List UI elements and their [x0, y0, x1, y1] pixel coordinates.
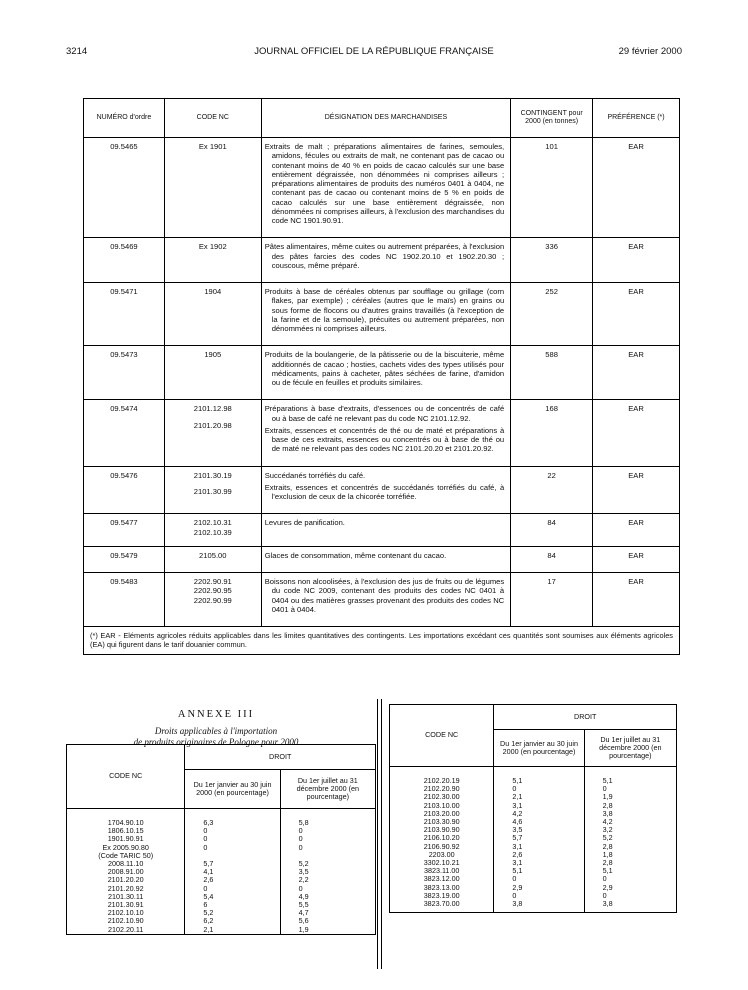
duty-period1: 4,2	[494, 810, 584, 818]
duty-period2: 2,9	[584, 884, 676, 892]
col-header-period2-right: Du 1er juillet au 31 décembre 2000 (en pourcentage)	[584, 730, 676, 767]
duty-period1: 2,6	[494, 851, 584, 859]
duty-period1: 5,7	[494, 834, 584, 842]
duty-period2: 0	[280, 835, 375, 843]
nc-code: 2102.10.39	[193, 527, 232, 537]
table-row	[390, 767, 677, 786]
row-description	[261, 466, 510, 514]
row-quota: 168	[511, 400, 593, 466]
table-row	[67, 926, 376, 935]
duty-period2: 0	[584, 785, 676, 793]
duty-period2: 0	[584, 892, 676, 900]
duty-period2: 0	[280, 885, 375, 893]
nc-code: 1901.90.91	[67, 835, 185, 843]
nc-code: (Code TARIC 50)	[67, 852, 185, 860]
row-quota: 84	[511, 546, 593, 572]
duty-period2: 5,1	[584, 867, 676, 875]
nc-code: Ex 2005.90.80	[67, 844, 185, 852]
table-row	[390, 900, 677, 908]
table-row	[84, 573, 680, 627]
row-quota: 588	[511, 346, 593, 400]
duty-table-left	[66, 744, 376, 935]
duty-period1: 0	[494, 875, 584, 883]
description-text: Produits de la boulangerie, de la pâtisserie ou de la biscuiterie, même additionnés de cacao ; hosties, cachets vides des types utilisés pour médicaments, pains à cacheter, pâtes séchées de farine, d'amidon ou de fécule en feuilles et produits similaires.	[264, 350, 505, 387]
table-row	[84, 514, 680, 547]
duty-period2: 4,2	[584, 818, 676, 826]
nc-code: 2101.30.91	[67, 901, 185, 909]
row-number: 09.5469	[84, 238, 165, 283]
duty-period1: 3,1	[494, 802, 584, 810]
duty-period2: 1,9	[584, 793, 676, 801]
nc-code: 2202.90.99	[193, 595, 232, 605]
row-description	[261, 283, 510, 346]
row-code	[164, 546, 261, 572]
annex-subtitle-line1: Droits applicables à l'importation	[154, 726, 278, 736]
row-quota: 101	[511, 138, 593, 238]
nc-code: 2202.90.91	[193, 577, 232, 586]
duty-period2: 0	[280, 827, 375, 835]
nc-code: 2101.20.20	[67, 876, 185, 884]
description-text: Préparations à base d'extraits, d'essences ou de concentrés de café ou à base de café ne relevant pas du code NC 2101.12.92.	[264, 404, 505, 423]
nc-code: 2101.30.11	[67, 893, 185, 901]
col-header-period1-left: Du 1er janvier au 30 juin 2000 (en pourcentage)	[185, 770, 280, 809]
row-number: 09.5474	[84, 400, 165, 466]
duty-period1: 2,1	[494, 793, 584, 801]
row-description	[261, 346, 510, 400]
duty-period2	[280, 852, 375, 860]
nc-code: 2106.10.20	[390, 834, 494, 842]
row-number: 09.5473	[84, 346, 165, 400]
duty-period1: 4,1	[185, 868, 280, 876]
duty-period1: 0	[494, 785, 584, 793]
col-header-droit-left: DROIT	[185, 745, 376, 770]
row-number: 09.5483	[84, 573, 165, 627]
nc-code: 2203.00	[390, 851, 494, 859]
duty-period1: 4,6	[494, 818, 584, 826]
col-header-period1-right: Du 1er janvier au 30 juin 2000 (en pourcentage)	[494, 730, 584, 767]
row-code	[164, 283, 261, 346]
nc-code: 2102.10.10	[67, 909, 185, 917]
row-code	[164, 514, 261, 547]
nc-code: 1905	[204, 350, 222, 360]
col-header-contingent: CONTINGENT pour 2000 (en tonnes)	[511, 99, 593, 138]
table-row-spacer	[390, 908, 677, 913]
table-row	[84, 138, 680, 238]
duty-period2: 1,8	[584, 851, 676, 859]
description-text: Pâtes alimentaires, même cuites ou autrement préparées, à l'exclusion des pâtes farcies des codes NC 1902.20.10 et 1902.20.30 ; couscous, même préparé.	[264, 242, 505, 270]
duty-period2: 5,8	[280, 809, 375, 828]
duty-period1: 6,2	[185, 917, 280, 925]
quota-table-body	[84, 138, 680, 627]
row-preference: EAR	[593, 238, 680, 283]
duty-period1: 3,1	[494, 859, 584, 867]
table-row	[84, 238, 680, 283]
row-code	[164, 573, 261, 627]
duty-period2: 2,8	[584, 859, 676, 867]
row-code	[164, 346, 261, 400]
row-preference: EAR	[593, 400, 680, 466]
duty-table-right-body	[390, 767, 677, 913]
table-row	[84, 346, 680, 400]
nc-code: 2103.10.00	[390, 802, 494, 810]
duty-period1: 5,2	[185, 909, 280, 917]
description-text: Produits à base de céréales obtenus par soufflage ou grillage (corn flakes, par exemple) ; céréales (autres que le maïs) en grains ou sous forme de flocons ou d'autres grains travaillés (à l'exception de la farine et de la semoule), précuites ou autrement préparées, non dénommées ni comprises ailleurs.	[264, 287, 505, 333]
row-description	[261, 138, 510, 238]
row-description	[261, 400, 510, 466]
duty-period2: 0	[280, 844, 375, 852]
description-text: Succédanés torréfiés du café.	[264, 470, 366, 480]
duty-period1: 5,1	[494, 767, 584, 786]
row-quota: 22	[511, 466, 593, 514]
row-code	[164, 238, 261, 283]
nc-code: 2103.30.90	[390, 818, 494, 826]
row-description	[261, 514, 510, 547]
duty-period2: 3,2	[584, 826, 676, 834]
col-header-code-right: CODE NC	[390, 705, 494, 767]
nc-code: 2008.91.00	[67, 868, 185, 876]
nc-code: 2101.30.19	[193, 470, 232, 480]
spacer-cell	[390, 908, 494, 913]
duty-table-left-body	[67, 809, 376, 935]
table-row	[84, 283, 680, 346]
duty-period1: 3,1	[494, 843, 584, 851]
nc-code: 2103.20.00	[390, 810, 494, 818]
duty-period2: 5,1	[584, 767, 676, 786]
row-code	[164, 138, 261, 238]
table-row	[84, 466, 680, 514]
row-preference: EAR	[593, 346, 680, 400]
row-code	[164, 466, 261, 514]
description-text: Glaces de consommation, même contenant du cacao.	[264, 550, 447, 560]
table-footnote: (*) EAR - Eléments agricoles réduits applicables dans les limites quantitatives des contingents. Les importations excédant ces quantités sont soumises aux éléments agricoles (EA) qui figurent dans le tarif douanier commun.	[84, 627, 680, 655]
journal-title: JOURNAL OFFICIEL DE LA RÉPUBLIQUE FRANÇAISE	[254, 46, 494, 57]
duty-period2: 0	[584, 875, 676, 883]
annex-subtitle-line2: de produits originaires de Pologne pour 2000	[133, 736, 299, 747]
col-header-preference: PRÉFÉRENCE (*)	[593, 99, 680, 138]
description-text: Boissons non alcoolisées, à l'exclusion des jus de fruits ou de légumes du code NC 2009, contenant des produits des codes NC 0401 à 0404 ou des matières grasses provenant des produits des codes NC 0401 à 0404.	[264, 577, 505, 614]
duty-period2: 5,5	[280, 901, 375, 909]
row-number: 09.5477	[84, 514, 165, 547]
description-text: Levures de panification.	[264, 518, 345, 528]
duty-period2: 2,8	[584, 843, 676, 851]
nc-code: 3823.19.00	[390, 892, 494, 900]
duty-period2: 1,9	[280, 926, 375, 935]
row-number: 09.5471	[84, 283, 165, 346]
row-preference: EAR	[593, 138, 680, 238]
nc-code: 2202.90.95	[193, 586, 232, 596]
duty-period2: 2,2	[280, 876, 375, 884]
duty-table-right	[389, 704, 677, 913]
duty-period1: 0	[494, 892, 584, 900]
nc-code: 3302.10.21	[390, 859, 494, 867]
annex-heading	[66, 709, 366, 748]
table-row	[67, 809, 376, 828]
duty-period1: 3,8	[494, 900, 584, 908]
col-header-code-left: CODE NC	[67, 745, 185, 809]
duty-period2: 3,8	[584, 900, 676, 908]
row-preference: EAR	[593, 573, 680, 627]
duty-period2: 5,2	[584, 834, 676, 842]
column-separator	[377, 699, 382, 969]
nc-code: 2102.10.90	[67, 917, 185, 925]
nc-code: 1904	[204, 287, 222, 296]
nc-code: 2008.11.10	[67, 860, 185, 868]
row-preference: EAR	[593, 514, 680, 547]
row-code	[164, 400, 261, 466]
nc-code: 2102.10.31	[193, 518, 232, 528]
row-preference: EAR	[593, 546, 680, 572]
quota-table	[83, 98, 680, 655]
col-header-droit-right: DROIT	[494, 705, 677, 730]
description-text: Extraits de malt ; préparations alimentaires de farines, semoules, amidons, fécules ou extraits de malt, ne contenant pas de cacao ou contenant moins de 40 % en poids de cacao calculés sur une base entièrement dégraissée, non dénommées ni comprises ailleurs ; préparations alimentaires de produits des numéros 0401 à 0404, ne contenant pas de cacao ou contenant moins de 5 % en poids de cacao calculés sur une base entièrement dégraissée, non dénommées ni comprises ailleurs, à l'exclusion des marchandises du code NC 1901.90.91.	[264, 142, 505, 225]
row-quota: 252	[511, 283, 593, 346]
row-quota: 84	[511, 514, 593, 547]
row-number: 09.5476	[84, 466, 165, 514]
duty-period1: 6,3	[185, 809, 280, 828]
nc-code: 3823.11.00	[390, 867, 494, 875]
publication-date: 29 février 2000	[618, 46, 682, 57]
nc-code: 1704.90.10	[67, 809, 185, 828]
duty-period1	[185, 852, 280, 860]
row-description	[261, 573, 510, 627]
nc-code: 2101.20.98	[193, 420, 232, 430]
col-header-numero: NUMÉRO d'ordre	[84, 99, 165, 138]
nc-code: Ex 1902	[198, 242, 227, 252]
row-description	[261, 546, 510, 572]
row-preference: EAR	[593, 466, 680, 514]
nc-code: 2106.90.92	[390, 843, 494, 851]
col-header-period2-left: Du 1er juillet au 31 décembre 2000 (en pourcentage)	[280, 770, 375, 809]
nc-code: 3823.12.00	[390, 875, 494, 883]
nc-code: 2102.30.00	[390, 793, 494, 801]
nc-code: 2102.20.90	[390, 785, 494, 793]
table-row	[84, 400, 680, 466]
row-preference: EAR	[593, 283, 680, 346]
spacer-cell	[584, 908, 676, 913]
nc-code: 3823.13.00	[390, 884, 494, 892]
spacer-cell	[494, 908, 584, 913]
nc-code: 2102.20.19	[390, 767, 494, 786]
nc-code: Ex 1901	[198, 142, 227, 151]
table-row	[84, 546, 680, 572]
col-header-designation: DÉSIGNATION DES MARCHANDISES	[261, 99, 510, 138]
nc-code: 1806.10.15	[67, 827, 185, 835]
duty-period1: 0	[185, 835, 280, 843]
nc-code: 2102.20.11	[67, 926, 185, 935]
duty-period2: 4,9	[280, 893, 375, 901]
duty-period1: 5,4	[185, 893, 280, 901]
duty-period2: 3,8	[584, 810, 676, 818]
description-text: Extraits, essences et concentrés de succédanés torréfiés du café, à l'exclusion de ceux de la chicorée torréfiée.	[264, 482, 505, 501]
annex-title: ANNEXE III	[177, 709, 255, 720]
duty-period2: 4,7	[280, 909, 375, 917]
nc-code: 2101.30.99	[193, 486, 232, 496]
page-number: 3214	[66, 46, 88, 57]
duty-period1: 0	[185, 827, 280, 835]
nc-code: 2103.90.90	[390, 826, 494, 834]
duty-period1: 2,9	[494, 884, 584, 892]
row-quota: 336	[511, 238, 593, 283]
page-header	[66, 46, 682, 60]
duty-period1: 0	[185, 844, 280, 852]
row-number: 09.5479	[84, 546, 165, 572]
nc-code: 3823.70.00	[390, 900, 494, 908]
duty-period2: 3,5	[280, 868, 375, 876]
duty-period2: 5,6	[280, 917, 375, 925]
description-text: Extraits, essences et concentrés de thé ou de maté et préparations à base de ces extraits, essences ou concentrés ou à base de thé ou de maté ne relevant pas des codes NC 2101.20.20 et 2101.20.92.	[264, 425, 505, 454]
nc-code: 2101.20.92	[67, 885, 185, 893]
nc-code: 2101.12.98	[193, 404, 232, 414]
duty-period1: 0	[185, 885, 280, 893]
duty-period2: 2,8	[584, 802, 676, 810]
duty-period1: 3,5	[494, 826, 584, 834]
col-header-code: CODE NC	[164, 99, 261, 138]
duty-period2: 5,2	[280, 860, 375, 868]
duty-period1: 5,7	[185, 860, 280, 868]
row-description	[261, 238, 510, 283]
duty-period1: 2,6	[185, 876, 280, 884]
duty-period1: 2,1	[185, 926, 280, 935]
duty-period1: 6	[185, 901, 280, 909]
nc-code: 2105.00	[199, 550, 227, 560]
row-number: 09.5465	[84, 138, 165, 238]
duty-period1: 5,1	[494, 867, 584, 875]
row-quota: 17	[511, 573, 593, 627]
